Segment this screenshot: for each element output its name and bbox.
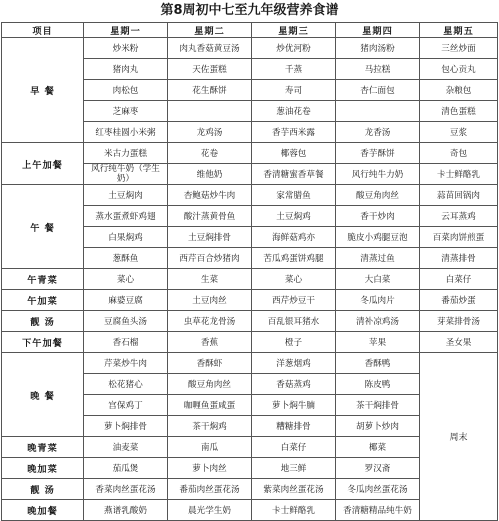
dish-cell: 苹果 — [336, 332, 420, 353]
dish-cell: 茶干焖排骨 — [336, 395, 420, 416]
meal-category: 午加菜 — [2, 290, 84, 311]
dish-cell: 卡士鲜酪乳 — [252, 500, 336, 521]
meal-category: 午 餐 — [2, 185, 84, 269]
dish-cell — [336, 101, 420, 122]
dish-cell: 番茄肉丝蛋花汤 — [168, 479, 252, 500]
menu-row — [2, 143, 498, 164]
dish-cell: 茄瓜煲 — [84, 458, 168, 479]
dish-cell: 龙香汤 — [336, 122, 420, 143]
dish-cell: 菜心 — [84, 269, 168, 290]
dish-cell: 虫草花龙骨汤 — [168, 311, 252, 332]
dish-cell: 豆浆 — [420, 122, 498, 143]
dish-cell: 海鲜菇鸡亦 — [252, 227, 336, 248]
dish-cell: 马拉糕 — [336, 59, 420, 80]
dish-cell: 杂粮包 — [420, 80, 498, 101]
dish-cell: 芹菜炒牛肉 — [84, 353, 168, 374]
dish-cell: 猪肉丸 — [84, 59, 168, 80]
dish-cell: 清蒸排骨 — [420, 248, 498, 269]
dish-cell: 百乱银耳猪水 — [252, 311, 336, 332]
dish-cell: 冬瓜肉片 — [336, 290, 420, 311]
menu-row — [2, 38, 498, 59]
menu-table — [1, 22, 498, 521]
page-title: 第8周初中七至九年级营养食谱 — [160, 3, 339, 18]
menu-row — [2, 332, 498, 353]
dish-cell: 陈皮鸭 — [336, 374, 420, 395]
dish-cell: 香菇蒸鸡 — [252, 374, 336, 395]
dish-cell: 蒸水蛋煮虾鸡翅 — [84, 206, 168, 227]
dish-cell: 香芋西米露 — [252, 122, 336, 143]
dish-cell: 蒜苗回锅肉 — [420, 185, 498, 206]
menu-row — [2, 311, 498, 332]
dish-cell: 肉松包 — [84, 80, 168, 101]
dish-cell: 炒米粉 — [84, 38, 168, 59]
dish-cell: 香石榴 — [84, 332, 168, 353]
dish-cell: 猪肉汤粉 — [336, 38, 420, 59]
header-row — [2, 23, 498, 38]
meal-category: 晚加餐 — [2, 500, 84, 521]
header-item: 项目 — [2, 23, 84, 38]
dish-cell: 葱酥鱼 — [84, 248, 168, 269]
dish-cell: 土豆肉丝 — [168, 290, 252, 311]
menu-row — [2, 353, 498, 374]
menu-row — [2, 185, 498, 206]
dish-cell: 米古力蛋糕 — [84, 143, 168, 164]
meal-category: 靓 汤 — [2, 479, 84, 500]
dish-cell: 香清糖蜜香草餐 — [252, 164, 336, 185]
dish-cell: 炒优河粉 — [252, 38, 336, 59]
dish-cell: 风行纯牛力奶 — [336, 164, 420, 185]
dish-cell: 番茄炒蛋 — [420, 290, 498, 311]
dish-cell: 云耳蒸鸡 — [420, 206, 498, 227]
dish-cell: 橙子 — [252, 332, 336, 353]
dish-cell: 香干炒肉 — [336, 206, 420, 227]
dish-cell: 千蒸 — [252, 59, 336, 80]
dish-cell: 洋葱烟鸡 — [252, 353, 336, 374]
dish-cell: 葱油花卷 — [252, 101, 336, 122]
meal-category: 下午加餐 — [2, 332, 84, 353]
dish-cell: 肉丸香菇黄豆汤 — [168, 38, 252, 59]
dish-cell: 生菜 — [168, 269, 252, 290]
dish-cell: 白果焖鸡 — [84, 227, 168, 248]
dish-cell: 酸汁蒸黄骨鱼 — [168, 206, 252, 227]
dish-cell: 三丝炒面 — [420, 38, 498, 59]
dish-cell: 清蒸过鱼 — [336, 248, 420, 269]
dish-cell: 酸豆角肉丝 — [168, 374, 252, 395]
dish-cell: 萝卜焖排骨 — [84, 416, 168, 437]
dish-cell: 西芹百合炒猪肉 — [168, 248, 252, 269]
dish-cell: 维他奶 — [168, 164, 252, 185]
dish-cell: 苦瓜鸡蛋饼鸡腿 — [252, 248, 336, 269]
dish-cell: 麻婆豆腐 — [84, 290, 168, 311]
dish-cell: 花生酥饼 — [168, 80, 252, 101]
menu-body — [2, 38, 498, 521]
dish-cell: 白菜仔 — [420, 269, 498, 290]
dish-cell: 包心贡丸 — [420, 59, 498, 80]
dish-cell: 清补凉鸡汤 — [336, 311, 420, 332]
dish-cell: 萝卜肉丝 — [168, 458, 252, 479]
dish-cell: 土豆焖排骨 — [168, 227, 252, 248]
dish-cell — [168, 101, 252, 122]
menu-row — [2, 269, 498, 290]
dish-cell: 菜心 — [252, 269, 336, 290]
dish-cell: 土豆焖鸡 — [252, 206, 336, 227]
dish-cell: 豆腐鱼头汤 — [84, 311, 168, 332]
header-monday: 星期一 — [84, 23, 168, 38]
dish-cell: 油麦菜 — [84, 437, 168, 458]
meal-category: 早 餐 — [2, 38, 84, 143]
header-friday: 星期五 — [420, 23, 498, 38]
dish-cell: 椰菜 — [336, 437, 420, 458]
dish-cell: 酸豆角肉丝 — [336, 185, 420, 206]
dish-cell: 南瓜 — [168, 437, 252, 458]
dish-cell: 清色蛋糕 — [420, 101, 498, 122]
dish-cell: 百菜肉饼煎蛋 — [420, 227, 498, 248]
dish-cell: 卡士鲜酪乳 — [420, 164, 498, 185]
meal-category: 靓 汤 — [2, 311, 84, 332]
dish-cell: 宫保鸡丁 — [84, 395, 168, 416]
meal-category: 晚青菜 — [2, 437, 84, 458]
menu-row — [2, 290, 498, 311]
dish-cell: 大白菜 — [336, 269, 420, 290]
dish-cell: 红枣桂圆小米粥 — [84, 122, 168, 143]
dish-cell: 白菜仔 — [252, 437, 336, 458]
dish-cell: 西芹炒豆干 — [252, 290, 336, 311]
dish-cell: 冬瓜肉丝蛋花汤 — [336, 479, 420, 500]
dish-cell: 香菜肉丝蛋花汤 — [84, 479, 168, 500]
meal-category: 上午加餐 — [2, 143, 84, 185]
header-wednesday: 星期三 — [252, 23, 336, 38]
dish-cell: 晨光学生奶 — [168, 500, 252, 521]
dish-cell: 芝麻枣 — [84, 101, 168, 122]
header-tuesday: 星期二 — [168, 23, 252, 38]
dish-cell: 风行纯牛奶（学生奶） — [84, 164, 168, 185]
dish-cell: 松花猪心 — [84, 374, 168, 395]
dish-cell: 罗汉斋 — [336, 458, 420, 479]
dish-cell: 香蕉 — [168, 332, 252, 353]
dish-cell: 茶干焖鸡 — [168, 416, 252, 437]
dish-cell: 寿司 — [252, 80, 336, 101]
dish-cell: 糟糖排骨 — [252, 416, 336, 437]
weekend-note: 周末 — [420, 353, 498, 521]
dish-cell: 香清糖精品纯牛奶 — [336, 500, 420, 521]
dish-cell: 椰蓉包 — [252, 143, 336, 164]
dish-cell: 天佐蛋糕 — [168, 59, 252, 80]
dish-cell: 杏仁面包 — [336, 80, 420, 101]
dish-cell: 家常腊鱼 — [252, 185, 336, 206]
dish-cell: 紫菜肉丝蛋花汤 — [252, 479, 336, 500]
dish-cell: 香酥鸭 — [336, 353, 420, 374]
meal-category: 午青菜 — [2, 269, 84, 290]
dish-cell: 龙鸡汤 — [168, 122, 252, 143]
dish-cell: 萝卜焖牛腩 — [252, 395, 336, 416]
dish-cell: 杏鲍菇炒牛肉 — [168, 185, 252, 206]
dish-cell: 香酥虾 — [168, 353, 252, 374]
meal-category: 晚加菜 — [2, 458, 84, 479]
dish-cell: 地三鲜 — [252, 458, 336, 479]
dish-cell: 奇包 — [420, 143, 498, 164]
header-thursday: 星期四 — [336, 23, 420, 38]
dish-cell: 圣女果 — [420, 332, 498, 353]
dish-cell: 芽菜排骨汤 — [420, 311, 498, 332]
dish-cell: 脆皮小鸡腿豆泡 — [336, 227, 420, 248]
dish-cell: 胡萝卜炒肉 — [336, 416, 420, 437]
dish-cell: 土豆焖肉 — [84, 185, 168, 206]
dish-cell: 花卷 — [168, 143, 252, 164]
dish-cell: 咖喱鱼蛋咸蛋 — [168, 395, 252, 416]
dish-cell: 燕谱乳酸奶 — [84, 500, 168, 521]
dish-cell: 香芋酥饼 — [336, 143, 420, 164]
meal-category: 晚 餐 — [2, 353, 84, 437]
